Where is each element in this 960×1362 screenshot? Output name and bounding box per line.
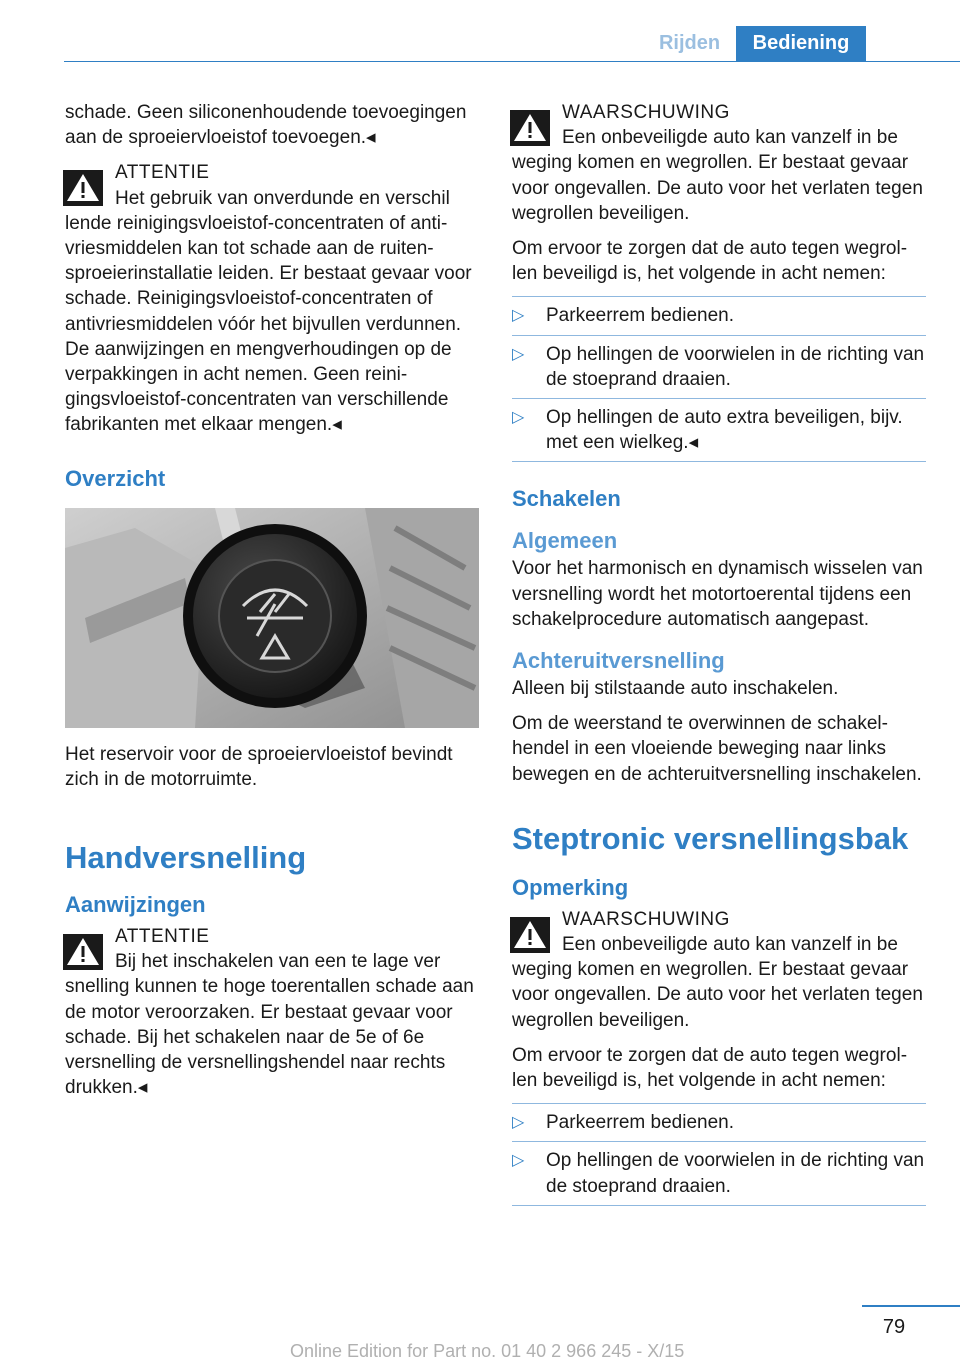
secure-list-2 (512, 1103, 926, 1206)
achteruit-text-1: Alleen bij stilstaande auto inschakelen. (512, 678, 839, 700)
warning-triangle-icon (63, 934, 103, 970)
tab-bediening[interactable]: Bediening (736, 26, 866, 62)
triangle-right-icon: ▷ (512, 307, 525, 325)
algemeen-heading: Algemeen (512, 528, 618, 554)
triangle-right-icon: ▷ (512, 345, 525, 363)
photo-caption: Het reservoir voor de sproeiervloeistof bevindt zich in de motorruimte. (65, 743, 453, 790)
attention-block (65, 160, 479, 437)
attention-title: ATTENTIE (115, 162, 210, 184)
right-column (512, 100, 926, 1216)
algemeen-text: Voor het harmonisch en dynamisch wisselen van versnelling wordt het motortoerental tijdens een schakelprocedure automatisch aangepast. (512, 558, 923, 630)
triangle-right-icon: ▷ (512, 1152, 525, 1170)
warning-text: Een onbeveiligde auto kan vanzelf in be weging komen en wegrollen. Er bestaat gevaar voor ongevallen. De auto voor het verlaten tegen wegrollen beveiligen. (512, 127, 923, 224)
warning-title-2: WAARSCHUWING (562, 908, 730, 930)
left-column (65, 100, 479, 1110)
overview-heading: Overzicht (65, 465, 166, 491)
aanwijzingen-heading: Aanwijzingen (65, 892, 206, 918)
attention-title-2: ATTENTIE (115, 926, 210, 948)
warning-triangle-icon (510, 110, 550, 146)
warning-triangle-icon (63, 170, 103, 206)
attention-block-2 (65, 924, 479, 1100)
steptronic-heading: Steptronic versnellingsbak (512, 820, 909, 856)
secure-list (512, 296, 926, 462)
list-item: ▷ Op hellingen de voorwielen in de richting van de stoeprand draaien. (512, 1142, 926, 1205)
tab-rijden[interactable]: Rijden (658, 32, 721, 54)
list-item: ▷ Parkeerrem bedienen. (512, 297, 926, 335)
intro-paragraph: schade. Geen siliconenhoudende toevoegingen aan de sproeiervloeistof toevoegen.◂ (65, 102, 467, 149)
warning-title: WAARSCHUWING (562, 102, 730, 123)
edition-footer: Online Edition for Part no. 01 40 2 966 245 - X/15 (290, 1341, 685, 1361)
attention-text: Het gebruik van onverdunde en verschil lende reinigingsvloeistof-concentraten of antivriesmiddelen kan tot schade aan de ruitensproeierinstallatie leiden. Er bestaat gevaar voor schade. Reinigingsvloeistof-concentraten of antivriesmiddelen vóór het bijvullen verdunnen. De aanwijzingen en mengverhoudingen op de verpakkingen in acht nemen. Geen reinigingsvloeistof-concentraten van verschillende fabrikanten met elkaar mengen.◂ (65, 187, 472, 436)
schakelen-heading: Schakelen (512, 486, 621, 512)
achteruitversnelling-heading: Achteruitversnelling (512, 648, 725, 674)
triangle-right-icon: ▷ (512, 409, 525, 427)
list-item: ▷ Parkeerrem bedienen. (512, 1104, 926, 1142)
footer-rule (862, 1305, 960, 1307)
warning-block-2 (512, 907, 926, 1033)
warning-block (512, 100, 926, 226)
page-number: 79 (882, 1316, 906, 1338)
triangle-right-icon: ▷ (512, 1114, 525, 1132)
achteruit-text-2: Om de weerstand te overwinnen de schakelhendel in een vloeiende beweging naar links bewegen en de achteruitversnelling inschakelen. (512, 713, 922, 785)
handversnelling-heading: Handversnelling (65, 840, 307, 876)
list-item: ▷ Op hellingen de voorwielen in de richting van de stoeprand draaien. (512, 336, 926, 399)
warning-triangle-icon (510, 917, 550, 953)
list-item: ▷ Op hellingen de auto extra beveiligen, bijv. met een wielkeg.◂ (512, 399, 926, 462)
secure-intro: Om ervoor te zorgen dat de auto tegen wegrollen beveiligd is, het volgende in acht nemen: (512, 238, 908, 285)
attention-text-2: Bij het inschakelen van een te lage ver snelling kunnen te hoge toerentallen schade aan de motor veroorzaken. Er bestaat gevaar voor schade. Bij het schakelen naar de 5e of 6e versnelling de versnellingshendel naar rechts drukken.◂ (65, 951, 474, 1099)
opmerking-heading: Opmerking (512, 874, 629, 900)
secure-intro-2: Om ervoor te zorgen dat de auto tegen wegrollen beveiligd is, het volgende in acht nemen: (512, 1044, 908, 1092)
warning-text-2: Een onbeveiligde auto kan vanzelf in be weging komen en wegrollen. Er bestaat gevaar voor ongevallen. De auto voor het verlaten tegen wegrollen beveiligen. (512, 934, 923, 1031)
washer-reservoir-photo (65, 508, 479, 728)
